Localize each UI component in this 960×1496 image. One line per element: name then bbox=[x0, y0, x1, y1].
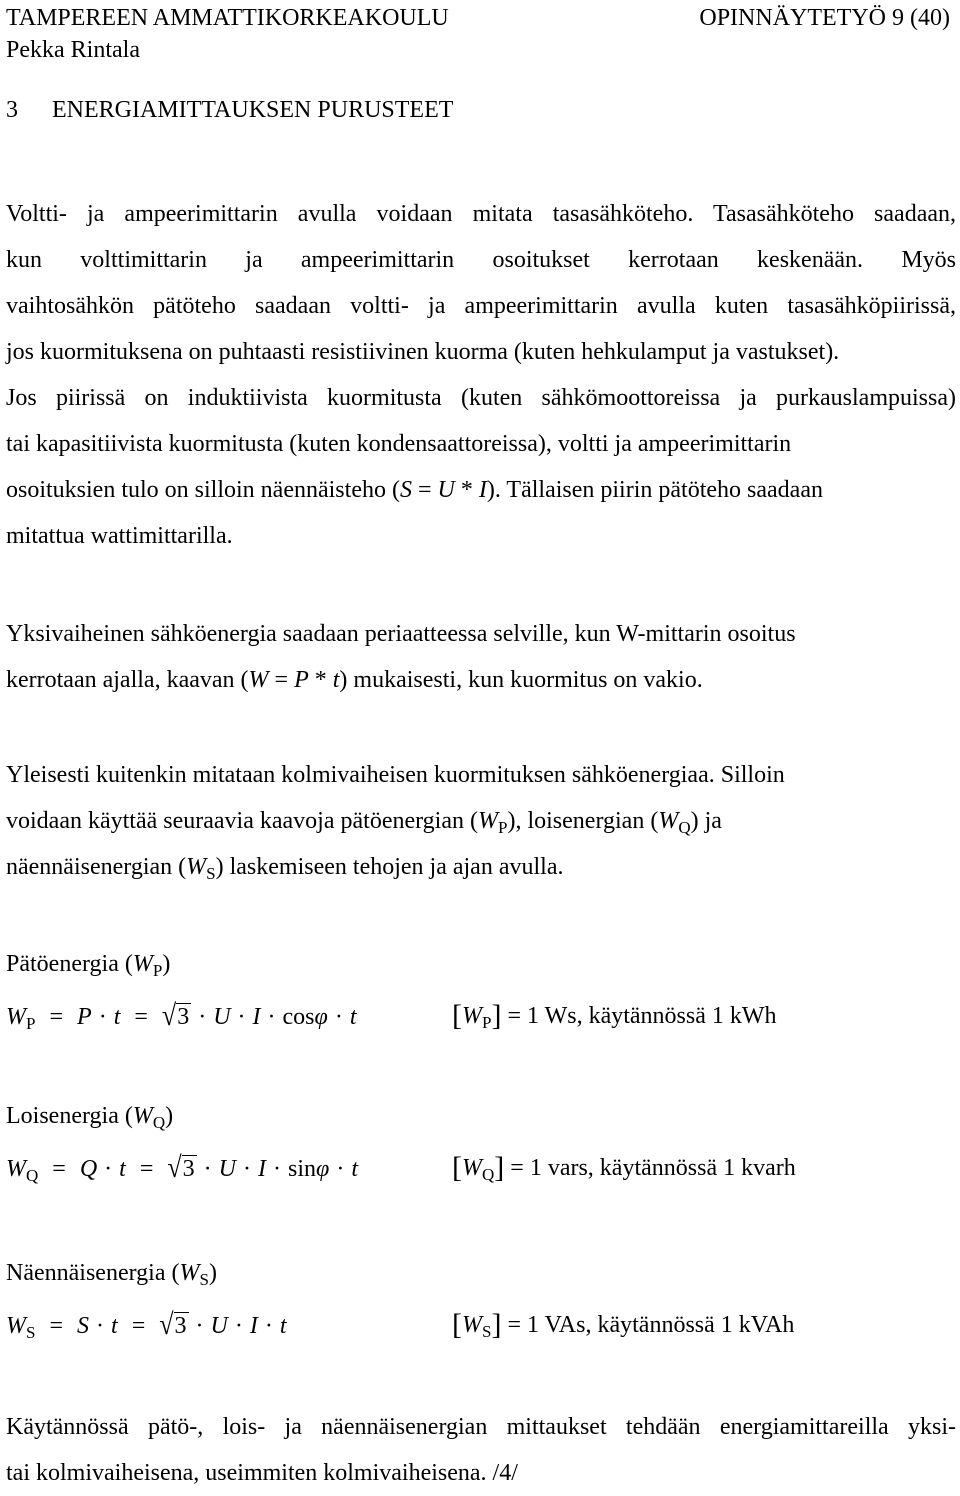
paragraph-2 bbox=[6, 611, 956, 703]
para1-line-1: Voltti- ja ampeerimittarin avulla voidaan mitata tasasähköteho. Tasasähköteho saadaan, bbox=[6, 201, 956, 227]
para4-line-1: Käytännössä pätö-, lois- ja näennäisenergian mittaukset tehdään energiamittareilla yksi- bbox=[6, 1414, 956, 1440]
paragraph-1 bbox=[6, 191, 956, 559]
para1-line-3: vaihtosähkön pätöteho saadaan voltti- ja ampeerimittarin avulla kuten tasasähköpiirissä, bbox=[6, 293, 956, 319]
sqrt-symbol: √ bbox=[161, 998, 177, 1033]
para1-line-5: Jos piirissä on induktiivista kuormitusta (kuten sähkömoottoreissa ja purkauslampuissa) bbox=[6, 385, 956, 411]
sqrt-symbol: √ bbox=[159, 1307, 174, 1342]
para2-line-2: kerrotaan ajalla, kaavan (W = P * t) mukaisesti, kun kuormitus on vakio. bbox=[6, 667, 703, 693]
section-heading bbox=[6, 96, 453, 124]
header-institution: TAMPEREEN AMMATTIKORKEAKOULU bbox=[6, 5, 449, 31]
para1-line-6: tai kapasitiivista kuormitusta (kuten kondensaattoreissa), voltti ja ampeerimittarin bbox=[6, 431, 792, 457]
para3-line-1: Yleisesti kuitenkin mitataan kolmivaiheisen kuormituksen sähköenergiaa. Silloin bbox=[6, 762, 785, 788]
reactive-energy-unit: $[W_Q] = 1$ vars, käytännössä 1 kvarh bbox=[452, 1151, 796, 1184]
para1-line-7: osoituksien tulo on silloin näennäisteho (S = U * I). Tällaisen piirin pätöteho saadaan bbox=[6, 477, 823, 503]
para3-line-3: näennäisenergian $(W_S)$ laskemiseen tehojen ja ajan avulla. bbox=[6, 854, 564, 883]
apparent-energy-formula: $W_S = S \cdot t = √3 \cdot U \cdot I \cdot t$ bbox=[6, 1307, 287, 1342]
para2-line-1: Yksivaiheinen sähköenergia saadaan periaatteessa selville, kun W-mittarin osoitus bbox=[6, 621, 796, 647]
apparent-energy-heading: Näennäisenergia $(W_S)$ bbox=[6, 1260, 217, 1289]
header-doc-info: OPINNÄYTETYÖ 9 (40) bbox=[699, 5, 950, 31]
active-energy-unit: $[W_P] = 1$ Ws, käytännössä 1 kWh bbox=[452, 999, 777, 1032]
sqrt-symbol: √ bbox=[167, 1150, 182, 1185]
paragraph-3 bbox=[6, 752, 956, 890]
para1-line-2: kun volttimittarin ja ampeerimittarin osoitukset kerrotaan keskenään. Myös bbox=[6, 247, 956, 273]
para4-line-2: tai kolmivaiheisena, useimmiten kolmivaiheisena. /4/ bbox=[6, 1460, 518, 1486]
apparent-energy-unit: $[W_S] = 1$ VAs, käytännössä 1 kVAh bbox=[452, 1308, 795, 1341]
reactive-energy-formula: $W_Q = Q \cdot t = √3 \cdot U \cdot I \cdot \sin\varphi \cdot t$ bbox=[6, 1150, 358, 1185]
active-energy-formula: $W_P = P \cdot t = √3 \cdot U \cdot I \cdot \cos\varphi \cdot t$ bbox=[6, 998, 357, 1033]
para3-line-2: voidaan käyttää seuraavia kaavoja pätöenergian $(W_P)$, loisenergian $(W_Q)$ ja bbox=[6, 808, 722, 837]
para1-line-8: mitattua wattimittarilla. bbox=[6, 523, 233, 549]
paragraph-4 bbox=[6, 1404, 956, 1496]
para1-line-4: jos kuormituksena on puhtaasti resistiivinen kuorma (kuten hehkulamput ja vastukset). bbox=[6, 339, 840, 365]
section-title: ENERGIAMITTAUKSEN PURUSTEET bbox=[52, 97, 454, 123]
reactive-energy-heading: Loisenergia $(W_Q)$ bbox=[6, 1103, 174, 1132]
active-energy-heading: Pätöenergia $(W_P)$ bbox=[6, 951, 171, 980]
header-author: Pekka Rintala bbox=[6, 37, 140, 63]
section-number: 3 bbox=[6, 97, 18, 123]
